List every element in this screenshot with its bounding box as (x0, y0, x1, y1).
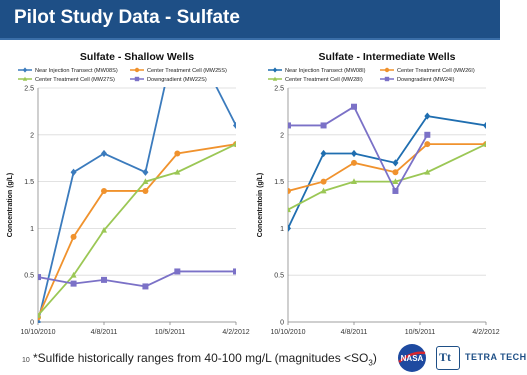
legend-marker (273, 67, 277, 72)
data-point (174, 151, 180, 157)
chart-svg (250, 44, 498, 344)
series-line (38, 69, 236, 322)
plot-area (35, 66, 239, 326)
title-divider (0, 38, 500, 40)
data-point (35, 274, 41, 280)
data-point (71, 281, 77, 287)
data-point (321, 122, 327, 128)
legend-label: Downgradient (MW22S) (147, 77, 207, 84)
y-tick-label: 1.5 (274, 179, 284, 187)
y-tick-label: 2.5 (274, 85, 284, 93)
page-number: 10 (22, 357, 30, 364)
chart-title: Sulfate - Intermediate Wells (318, 51, 456, 63)
brand-name: TETRA TECH (465, 352, 527, 362)
data-point (71, 169, 77, 176)
title-banner (0, 0, 500, 38)
data-point (285, 188, 291, 194)
chart-shallow-wells (0, 44, 248, 344)
data-point (351, 160, 357, 166)
data-point (351, 150, 357, 157)
chart-title: Sulfate - Shallow Wells (79, 51, 195, 63)
legend-marker (23, 67, 27, 72)
data-point (483, 122, 489, 129)
chart-svg (0, 44, 248, 344)
y-tick-label: 2 (280, 132, 284, 140)
x-tick-label: 4/2/2012 (222, 329, 250, 336)
data-point (101, 150, 107, 157)
legend-label: Near Injection Transect (MW08I) (285, 68, 366, 75)
series-line (288, 144, 486, 210)
tetra-tech-logo-text: Tt (439, 350, 451, 364)
legend-marker (135, 68, 139, 72)
data-point (321, 179, 327, 185)
footnote-text: *Sulfide historically ranges from 40-100 mg/L (magnitudes <SO (33, 351, 369, 365)
y-tick-label: 2.5 (24, 85, 34, 93)
nasa-logo-text: NASA (400, 354, 424, 363)
y-tick-label: 2 (30, 132, 34, 140)
footnote (33, 351, 377, 367)
chart-intermediate-wells (250, 44, 498, 344)
y-axis-label: Concentration (g/L) (7, 172, 14, 238)
legend-label: Center Treatment Cell (MW28I) (285, 77, 363, 84)
data-point (351, 104, 357, 110)
x-tick-label: 10/5/2011 (154, 329, 186, 336)
legend-label: Downgradient (MW24I) (397, 77, 455, 84)
legend-marker (135, 77, 139, 81)
legend-label: Center Treatment Cell (MW27S) (35, 77, 115, 84)
y-tick-label: 0.5 (24, 272, 34, 280)
legend-label: Center Treatment Cell (MW26I) (397, 68, 475, 75)
x-tick-label: 10/10/2010 (20, 329, 56, 336)
data-point (142, 188, 148, 194)
data-point (101, 277, 107, 283)
y-tick-label: 0.5 (274, 272, 284, 280)
legend-label: Center Treatment Cell (MW25S) (147, 68, 227, 75)
page-title: Pilot Study Data - Sulfate (14, 7, 240, 28)
data-point (424, 132, 430, 138)
nasa-logo-icon (397, 343, 427, 373)
legend-marker (385, 68, 389, 72)
y-tick-label: 1 (280, 225, 284, 233)
data-point (392, 169, 398, 175)
x-tick-label: 10/5/2011 (404, 329, 436, 336)
tetra-tech-logo-icon (436, 346, 460, 370)
series-line (38, 144, 236, 317)
y-tick-label: 1 (30, 225, 34, 233)
plot-area (285, 104, 489, 232)
data-point (392, 188, 398, 194)
x-tick-label: 4/2/2012 (472, 329, 500, 336)
series-line (38, 271, 236, 286)
data-point (101, 188, 107, 194)
y-axis-label: Concentratoin (g/L) (257, 172, 264, 238)
data-point (424, 141, 430, 147)
legend-marker (385, 77, 389, 81)
footnote-end: ) (372, 351, 377, 365)
x-tick-label: 10/10/2010 (270, 329, 306, 336)
x-tick-label: 4/8/2011 (90, 329, 118, 336)
data-point (142, 169, 148, 176)
data-point (174, 268, 180, 274)
y-tick-label: 0 (280, 319, 284, 327)
y-tick-label: 0 (30, 319, 34, 327)
legend-label: Near Injection Transect (MW08S) (35, 68, 118, 75)
y-tick-label: 1.5 (24, 179, 34, 187)
data-point (233, 268, 239, 274)
data-point (285, 122, 291, 128)
x-tick-label: 4/8/2011 (340, 329, 368, 336)
data-point (71, 234, 77, 240)
footnote-subscript: 3 (368, 358, 373, 368)
series-line (38, 144, 236, 315)
data-point (142, 283, 148, 289)
